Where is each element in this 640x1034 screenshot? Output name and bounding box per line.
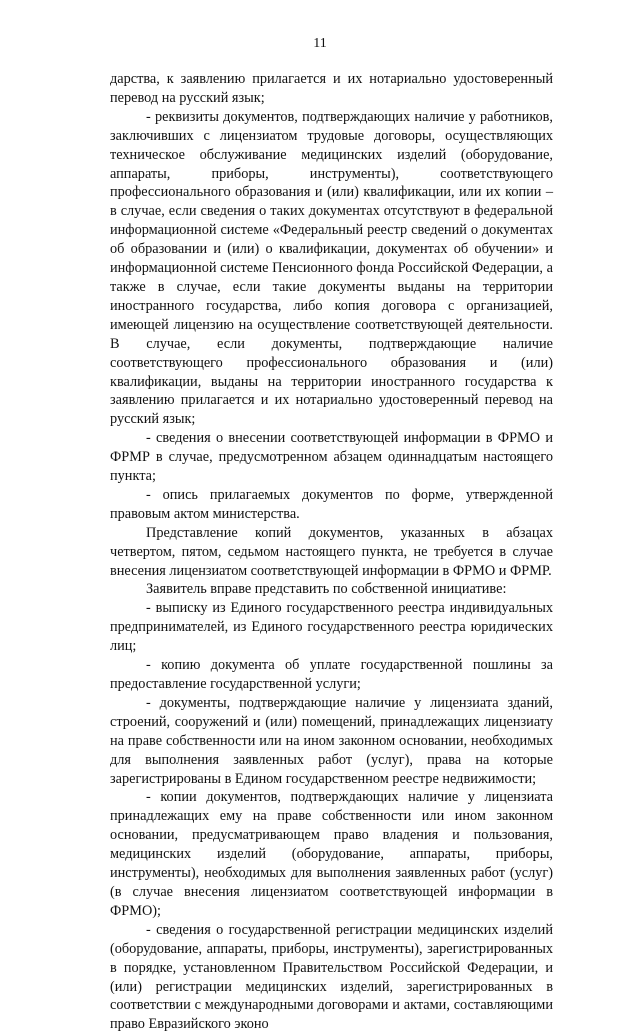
- paragraph-device-registration: - сведения о государственной регистрации медицинских изделий (оборудование, аппараты, приборы, инструменты), зарегистрированных в порядке, установленном Правительством Российской Федерации, и (или) регистрации медицинских изделий, зарегистрированных в соответствии с международными договорами и актами, составляющими право Евразийского эконо: [110, 921, 553, 1033]
- paragraph-copies-not-required: Представление копий документов, указанных в абзацах четвертом, пятом, седьмом настоящего пункта, не требуется в случае внесения лицензиатом соответствующей информации в ФРМО и ФРМР.: [110, 524, 553, 579]
- paragraph-frmo-info: - сведения о внесении соответствующей информации в ФРМО и ФРМР в случае, предусмотренном абзацем одиннадцатым настоящего пункта;: [110, 430, 553, 485]
- page-number: 11: [313, 36, 327, 51]
- paragraph-own-initiative: Заявитель вправе представить по собственной инициативе:: [146, 581, 507, 598]
- paragraph-registry-extract: - выписку из Единого государственного реестра индивидуальных предпринимателей, из Единого государственного реестра юридических лиц;: [110, 600, 553, 655]
- paragraph-duty-payment: - копию документа об уплате государственной пошлины за предоставление государственной услуги;: [110, 657, 553, 692]
- paragraph-buildings: - документы, подтверждающие наличие у лицензиата зданий, строений, сооружений и (или) помещений, принадлежащих лицензиату на праве собственности или на ином законном основании, необходимых для выполнения заявленных работ (услуг), права на которые зарегистрированы в Едином государственном реестре недвижимости;: [110, 694, 553, 787]
- paragraph-inventory: - опись прилагаемых документов по форме, утвержденной правовым актом министерства.: [110, 486, 553, 522]
- paragraph-medical-devices-copies: - копии документов, подтверждающих наличие у лицензиата принадлежащих ему на праве собственности или ином законном основании, предусматривающем право владения и пользования, медицинских изделий (оборудование, аппараты, приборы, инструменты), необходимых для выполнения заявленных работ (услуг) (в случае внесения лицензиатом соответствующей информации в ФРМО);: [110, 789, 553, 919]
- document-body: [110, 70, 553, 1034]
- paragraph-continuation: дарства, к заявлению прилагается и их нотариально удостоверенный перевод на русский язык;: [110, 71, 553, 106]
- paragraph-employee-documents: - реквизиты документов, подтверждающих наличие у работников, заключивших с лицензиатом трудовые договоры, осуществляющих техническое обслуживание медицинских изделий (оборудование, аппараты, приборы, инструменты), соответствующего профессионального образования и (или) квалификации, или их копии – в случае, если сведения о таких документах отсутствуют в федеральной информационной системе «Федеральный реестр сведений о документах об образовании и (или) о квалификации, документах об обучении» и информационной системе Пенсионного фонда Российской Федерации, а также в случае, если такие документы выданы на территории иностранного государства, либо копия договора с организацией, имеющей лицензию на осуществление соответствующей деятельности. В случае, если документы, подтверждающие наличие соответствующего профессионального образования и (или) квалификации, выданы на территории иностранного государства к заявлению прилагается и их нотариально удостоверенный перевод на русский язык;: [110, 108, 553, 428]
